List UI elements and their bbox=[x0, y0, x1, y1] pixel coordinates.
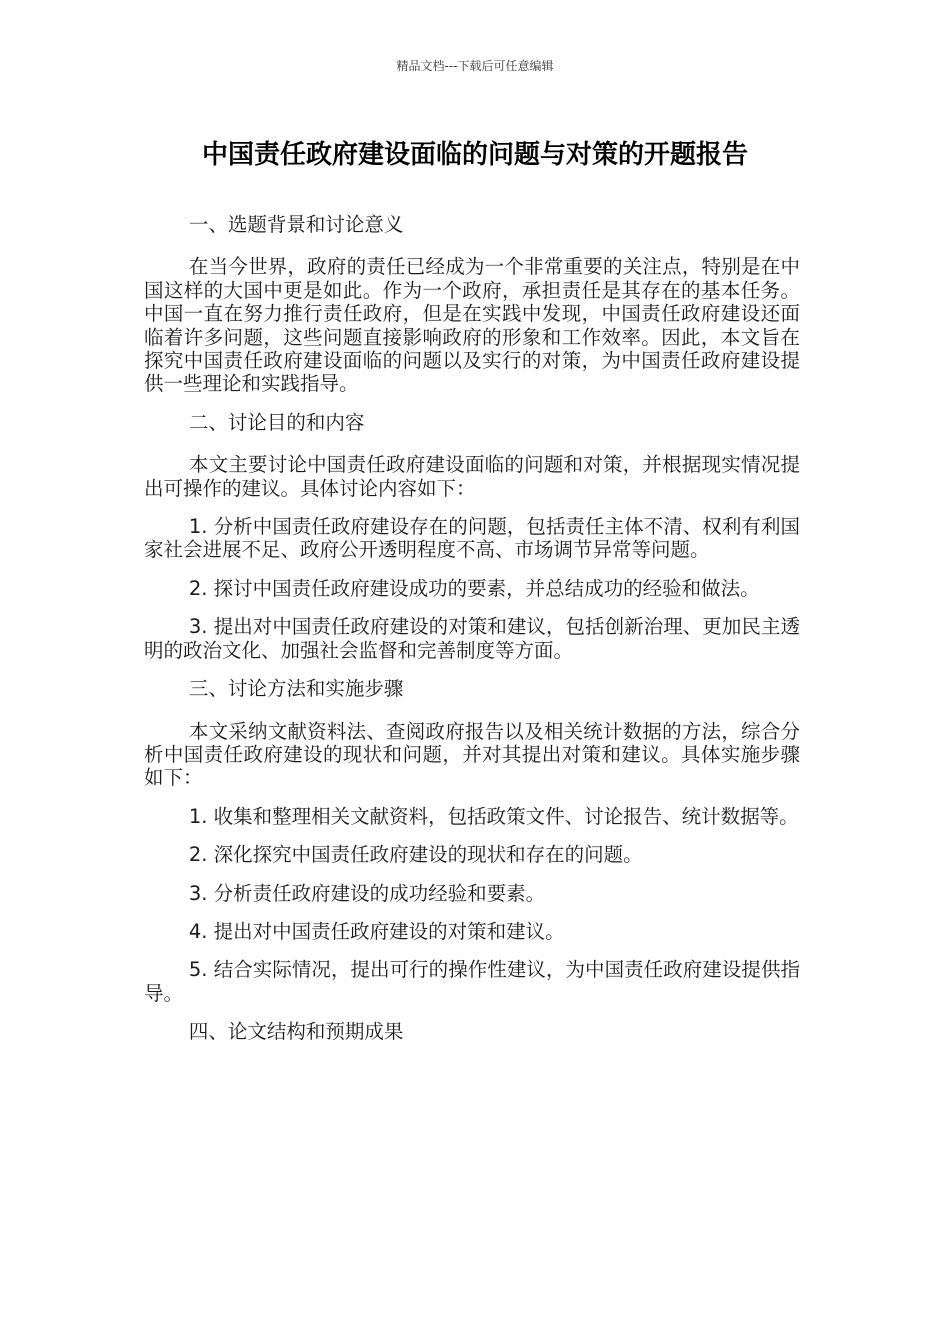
section-heading: 二、讨论目的和内容 bbox=[188, 410, 365, 434]
list-item: 3. 提出对中国责任政府建设的对策和建议，包括创新治理、更加民主透明的政治文化、加强社会监督和完善制度等方面。 bbox=[144, 615, 800, 662]
section-heading: 四、论文结构和预期成果 bbox=[188, 1020, 404, 1044]
list-item: 3. 分析责任政府建设的成功经验和要素。 bbox=[188, 881, 546, 905]
paragraph: 本文主要讨论中国责任政府建设面临的问题和对策，并根据现实情况提出可操作的建议。具体讨论内容如下： bbox=[144, 453, 800, 500]
list-item: 4. 提出对中国责任政府建设的对策和建议。 bbox=[188, 919, 565, 943]
document-body bbox=[144, 213, 800, 1063]
section-heading: 一、选题背景和讨论意义 bbox=[188, 213, 404, 236]
list-item: 2. 深化探究中国责任政府建设的现状和存在的问题。 bbox=[188, 843, 643, 867]
list-item: 2. 探讨中国责任政府建设成功的要素，并总结成功的经验和做法。 bbox=[188, 576, 760, 600]
header-note: 精品文档---下载后可任意编辑 bbox=[396, 59, 554, 73]
list-item: 1. 收集和整理相关文献资料，包括政策文件、讨论报告、统计数据等。 bbox=[188, 804, 799, 828]
list-item: 1. 分析中国责任政府建设存在的问题，包括责任主体不清、权利有利国家社会进展不足、政府公开透明程度不高、市场调节异常等问题。 bbox=[144, 515, 800, 562]
paragraph: 本文采纳文献资料法、查阅政府报告以及相关统计数据的方法，综合分析中国责任政府建设的现状和问题，并对其提出对策和建议。具体实施步骤如下： bbox=[144, 719, 800, 790]
paragraph: 在当今世界，政府的责任已经成为一个非常重要的关注点，特别是在中国这样的大国中更是如此。作为一个政府，承担责任是其存在的基本任务。中国一直在努力推行责任政府，但是在实践中发现，中国责任政府建设还面临着许多问题，这些问题直接影响政府的形象和工作效率。因此，本文旨在探究中国责任政府建设面临的问题以及实行的对策，为中国责任政府建设提供一些理论和实践指导。 bbox=[144, 255, 800, 396]
document-title: 中国责任政府建设面临的问题与对策的开题报告 bbox=[201, 140, 748, 170]
list-item: 5. 结合实际情况，提出可行的操作性建议，为中国责任政府建设提供指导。 bbox=[144, 958, 800, 1005]
section-heading: 三、讨论方法和实施步骤 bbox=[188, 677, 404, 701]
